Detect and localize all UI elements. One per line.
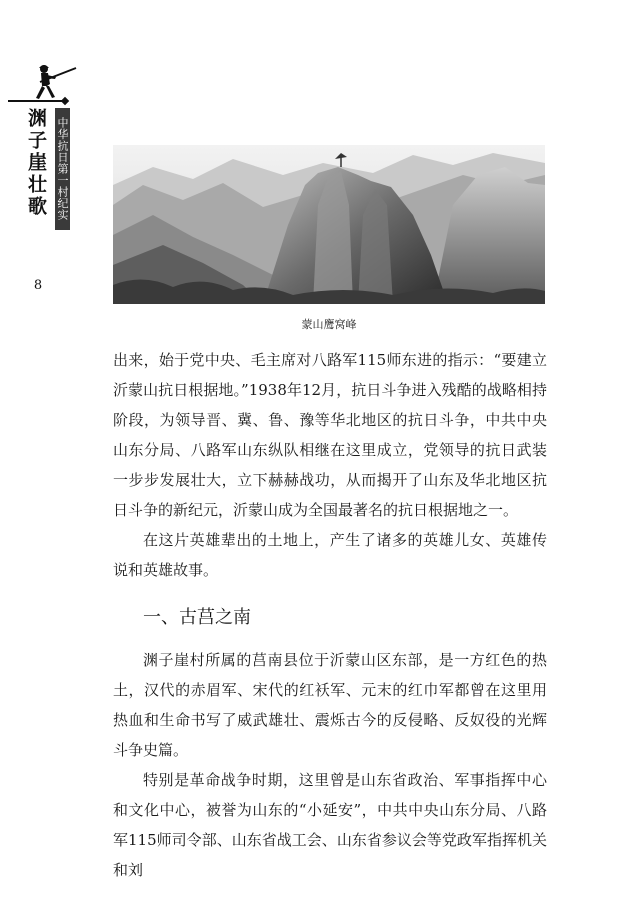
section-heading: 一、古莒之南	[143, 607, 251, 628]
side-header	[0, 60, 90, 293]
page-number: 8	[33, 278, 43, 293]
header-rule	[8, 100, 66, 102]
mountain-photo-image	[113, 145, 545, 304]
mountain-photo	[113, 145, 545, 304]
paragraph: 特别是革命战争时期，这里曾是山东省政治、军事指挥中心和文化中心，被誉为山东的“小延安”，中共中央山东分局、八路军115师司令部、山东省战工会、山东省参议会等党政军指挥机关和刘	[113, 771, 547, 879]
paragraph: 在这片英雄辈出的土地上，产生了诸多的英雄儿女、英雄传说和英雄故事。	[113, 531, 547, 579]
body-text	[113, 345, 547, 885]
paragraph: 渊子崖村所属的莒南县位于沂蒙山区东部，是一方红色的热土，汉代的赤眉军、宋代的红袄军、元末的红巾军都曾在这里用热血和生命书写了威武雄壮、震烁古今的反侵略、反奴役的光辉斗争史篇。	[113, 651, 547, 759]
book-subtitle: 中华抗日第一村纪实	[55, 108, 70, 230]
soldier-silhouette-icon	[22, 60, 78, 104]
book-title: 渊子崖壮歌	[25, 108, 47, 218]
photo-caption: 蒙山鹰窝峰	[301, 318, 357, 331]
paragraph: 出来，始于党中央、毛主席对八路军115师东进的指示：“要建立沂蒙山抗日根据地。”1938年12月，抗日斗争进入残酷的战略相持阶段，为领导晋、冀、鲁、豫等华北地区的抗日斗争，中共中央山东分局、八路军山东纵队相继在这里成立，党领导的抗日武装一步步发展壮大，立下赫赫战功，从而揭开了山东及华北地区抗日斗争的新纪元，沂蒙山成为全国最著名的抗日根据地之一。	[113, 351, 547, 519]
